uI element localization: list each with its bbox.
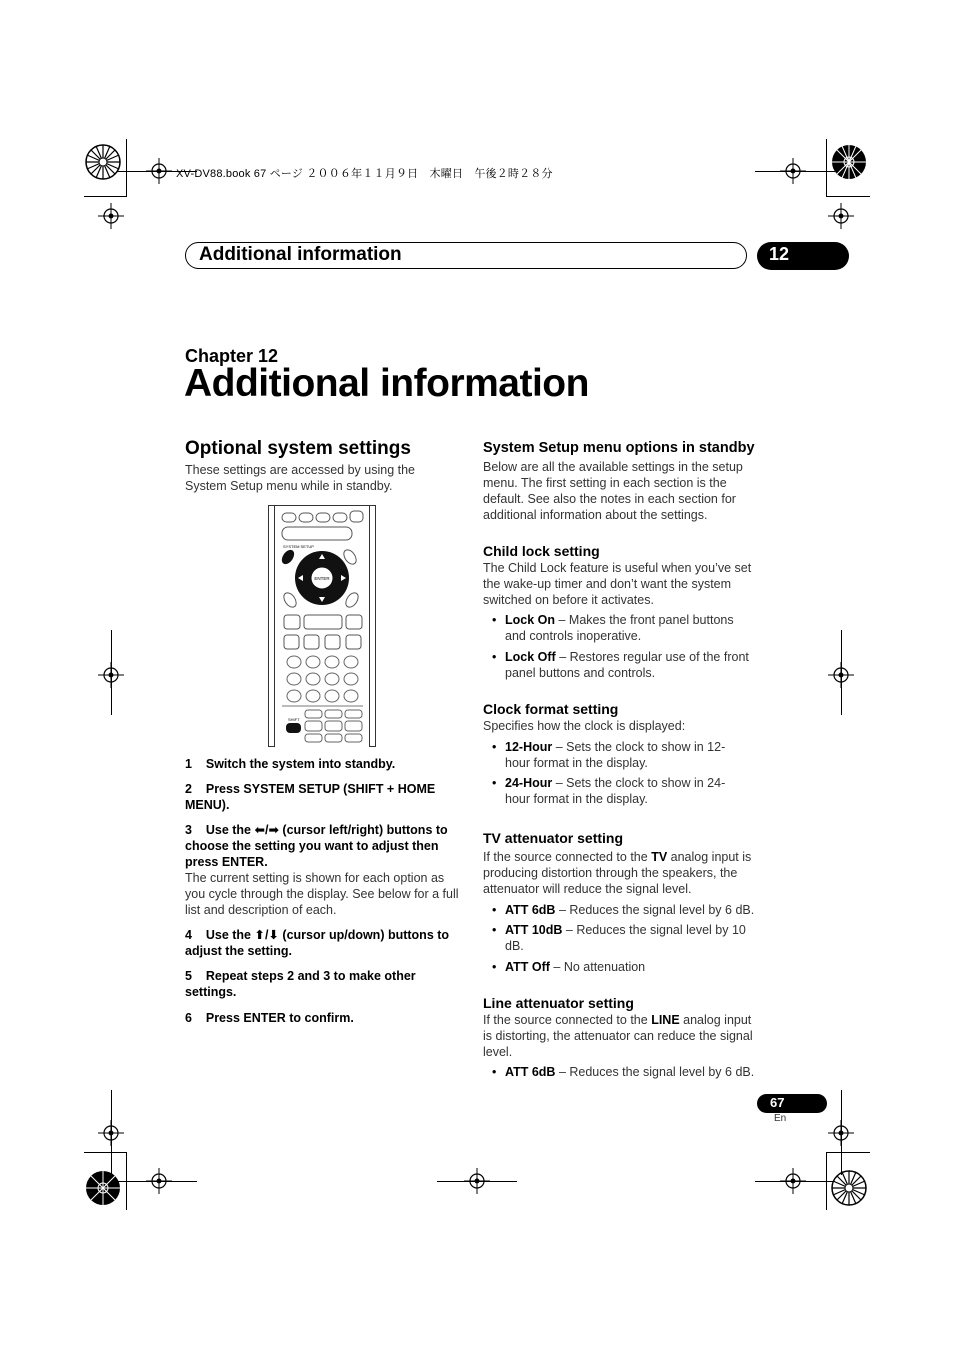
section-intro: These settings are accessed by using the System Setup menu while in standby. xyxy=(185,463,415,493)
list-item xyxy=(483,922,767,954)
option-term: ATT Off xyxy=(505,960,550,974)
option-desc: – Restores regular use of the front panel buttons and controls. xyxy=(505,650,749,680)
page-number-badge xyxy=(757,1094,827,1113)
list-item xyxy=(483,902,767,918)
child-lock-heading: Child lock setting xyxy=(483,543,600,559)
step-3 xyxy=(185,822,460,870)
line-att-body xyxy=(483,1012,755,1060)
crop-line xyxy=(826,196,870,197)
option-term: 12-Hour xyxy=(505,740,553,754)
crop-line xyxy=(826,1152,870,1153)
step-text: Switch the system into standby. xyxy=(205,757,396,771)
list-item xyxy=(483,739,750,771)
enter-label: ENTER xyxy=(314,576,330,581)
step-1 xyxy=(185,756,460,772)
step-number: 3 xyxy=(185,823,192,837)
crop-line xyxy=(84,1152,127,1153)
input-name: TV xyxy=(651,850,668,864)
option-desc: – No attenuation xyxy=(553,960,646,974)
page-number: 67 xyxy=(770,1095,785,1110)
option-term: ATT 6dB xyxy=(505,903,556,917)
standby-body: Below are all the available settings in the setup menu. The first setting in each section is the default. See also the notes in each section for additional information about the settings. xyxy=(483,460,743,522)
option-desc: – Reduces the signal level by 6 dB. xyxy=(558,903,755,917)
option-term: Lock On xyxy=(505,613,556,627)
step-text: Use the xyxy=(205,928,252,942)
step-3-note: The current setting is shown for each option as you cycle through the display. See below for a full list and description of each. xyxy=(185,871,459,917)
crop-line xyxy=(111,630,112,715)
option-term: 24-Hour xyxy=(505,776,553,790)
page-language: En xyxy=(774,1113,787,1124)
crop-line xyxy=(841,1090,842,1175)
step-number: 1 xyxy=(185,757,192,771)
step-number: 6 xyxy=(185,1011,192,1025)
step-2 xyxy=(185,781,460,813)
crop-line xyxy=(826,139,827,197)
option-desc: – Sets the clock to show in 12-hour format in the display. xyxy=(505,740,726,770)
option-term: Lock Off xyxy=(505,650,556,664)
step-number: 4 xyxy=(185,928,192,942)
step-text: Press ENTER to confirm. xyxy=(205,1011,354,1025)
option-term: ATT 10dB xyxy=(505,923,563,937)
list-item xyxy=(483,612,757,644)
step-text: (cursor left/right) buttons to choose the setting you want to adjust then press ENTER. xyxy=(185,823,448,869)
crop-line xyxy=(437,1181,517,1182)
up-down-arrow-icon: ⬆/⬇ xyxy=(254,928,279,942)
chapter-label: Chapter 12 xyxy=(185,346,279,366)
registration-sunburst-icon xyxy=(84,1169,122,1207)
registration-sunburst-icon xyxy=(830,143,868,181)
chapter-title: Additional information xyxy=(184,362,589,405)
step-6 xyxy=(185,1010,460,1026)
body-text: If the source connected to the xyxy=(483,1013,648,1027)
remote-control-illustration xyxy=(268,505,376,747)
list-item xyxy=(483,1064,767,1080)
crop-line xyxy=(755,1181,835,1182)
step-text: Press SYSTEM SETUP (SHIFT + HOME MENU). xyxy=(185,782,436,812)
list-item xyxy=(483,959,767,975)
registration-crosshair-icon xyxy=(828,203,854,229)
step-number: 2 xyxy=(185,782,192,796)
standby-heading: System Setup menu options in standby xyxy=(483,440,755,456)
step-text: Use the xyxy=(205,823,252,837)
line-att-heading: Line attenuator setting xyxy=(483,995,634,1011)
shift-label: SHIFT xyxy=(288,717,300,722)
chapter-number: 12 xyxy=(769,244,790,264)
step-5 xyxy=(185,968,460,1000)
option-desc: – Reduces the signal level by 6 dB. xyxy=(558,1065,755,1079)
tv-att-body xyxy=(483,849,763,897)
body-text: analog input is distorting, the attenuator can reduce the signal level. xyxy=(483,1013,753,1059)
input-name: LINE xyxy=(651,1013,680,1027)
body-text: If the source connected to the xyxy=(483,850,648,864)
step-4 xyxy=(185,927,460,959)
crop-line xyxy=(841,630,842,715)
crop-line xyxy=(126,139,127,197)
option-desc: – Reduces the signal level by 10 dB. xyxy=(505,923,746,953)
list-item xyxy=(483,775,750,807)
running-header-title: Additional information xyxy=(199,244,402,265)
list-item xyxy=(483,649,757,681)
print-file-header: XV-DV88.book 67 ページ ２００６年１１月９日 木曜日 午後２時２８分 xyxy=(176,168,553,180)
child-lock-body: The Child Lock feature is useful when you’ve set the wake-up timer and don’t want the system switched on before it activates. xyxy=(483,561,752,607)
step-number: 5 xyxy=(185,969,192,983)
system-setup-label: SYSTEM SETUP xyxy=(283,544,314,549)
option-desc: – Sets the clock to show in 24-hour format in the display. xyxy=(505,776,726,806)
step-text: Repeat steps 2 and 3 to make other settings. xyxy=(185,969,416,999)
crop-line xyxy=(111,1090,112,1175)
section-heading: Optional system settings xyxy=(185,438,411,459)
crop-line xyxy=(84,196,127,197)
registration-crosshair-icon xyxy=(98,203,124,229)
crop-line xyxy=(117,1181,197,1182)
registration-sunburst-icon xyxy=(84,143,122,181)
crop-line xyxy=(755,171,835,172)
step-text: (cursor up/down) buttons to adjust the setting. xyxy=(185,928,450,958)
registration-sunburst-icon xyxy=(830,1169,868,1207)
left-right-arrow-icon: ⬅/➡ xyxy=(254,823,279,837)
option-term: ATT 6dB xyxy=(505,1065,556,1079)
clock-body: Specifies how the clock is displayed: xyxy=(483,719,686,733)
tv-att-heading: TV attenuator setting xyxy=(483,830,624,846)
clock-heading: Clock format setting xyxy=(483,701,619,717)
option-desc: – Makes the front panel buttons and controls inoperative. xyxy=(505,613,734,643)
body-text: analog input is producing distortion through the speakers, the attenuator will reduce the signal level. xyxy=(483,850,752,896)
